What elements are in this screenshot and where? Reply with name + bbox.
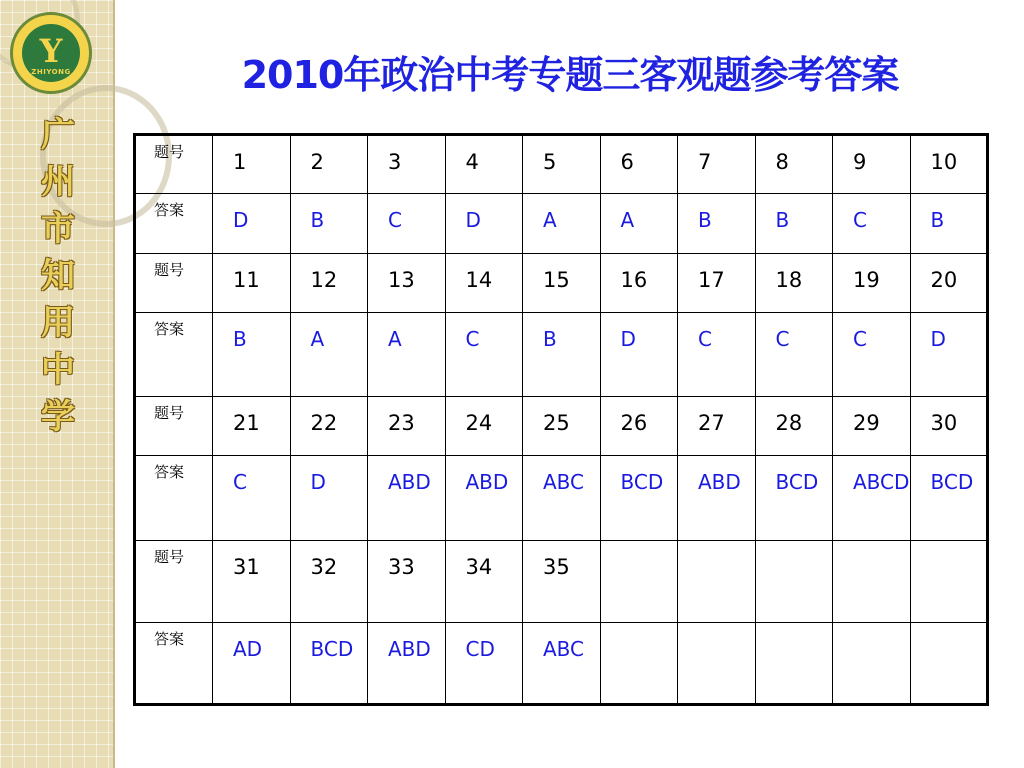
question-number-row (135, 135, 988, 194)
answer-table (133, 133, 989, 706)
question-number-cell: 19 (833, 253, 911, 312)
school-name-char: 中 (41, 350, 75, 390)
answer-cell: B (290, 194, 368, 253)
question-number-cell: 22 (290, 397, 368, 456)
question-number-cell: 7 (678, 135, 756, 194)
answer-cell: C (445, 312, 523, 396)
answer-cell: A (368, 312, 446, 396)
answer-cell: C (368, 194, 446, 253)
question-number-cell: 4 (445, 135, 523, 194)
answer-cell: CD (445, 622, 523, 704)
answer-cell (600, 622, 678, 704)
question-number-cell: 27 (678, 397, 756, 456)
answer-cell (910, 622, 988, 704)
question-number-cell: 17 (678, 253, 756, 312)
question-number-cell: 23 (368, 397, 446, 456)
question-number-cell: 35 (523, 540, 601, 622)
answer-cell: AD (213, 622, 291, 704)
question-number-cell: 26 (600, 397, 678, 456)
school-name-char: 市 (41, 209, 75, 249)
school-logo (10, 12, 92, 94)
question-number-cell: 8 (755, 135, 833, 194)
logo-emblem (22, 24, 80, 82)
question-number-cell: 12 (290, 253, 368, 312)
question-number-cell: 11 (213, 253, 291, 312)
question-number-cell: 5 (523, 135, 601, 194)
answer-label: 答案 (135, 622, 213, 704)
answer-cell: D (445, 194, 523, 253)
question-number-label: 题号 (135, 397, 213, 456)
question-number-cell: 24 (445, 397, 523, 456)
school-name-char: 用 (41, 303, 75, 343)
answer-cell: ABC (523, 456, 601, 540)
question-number-cell: 33 (368, 540, 446, 622)
question-number-cell: 14 (445, 253, 523, 312)
answer-label: 答案 (135, 194, 213, 253)
answer-row (135, 194, 988, 253)
question-number-cell: 21 (213, 397, 291, 456)
question-number-cell: 3 (368, 135, 446, 194)
question-number-label: 题号 (135, 135, 213, 194)
answer-cell: C (213, 456, 291, 540)
answer-cell (833, 622, 911, 704)
answer-label: 答案 (135, 456, 213, 540)
answer-cell: BCD (290, 622, 368, 704)
question-number-row (135, 253, 988, 312)
answer-cell: ABC (523, 622, 601, 704)
question-number-cell: 16 (600, 253, 678, 312)
answer-cell: D (290, 456, 368, 540)
answer-cell: ABD (368, 622, 446, 704)
answer-cell: BCD (600, 456, 678, 540)
question-number-cell: 32 (290, 540, 368, 622)
answer-cell: C (678, 312, 756, 396)
question-number-cell (600, 540, 678, 622)
logo-letter: Y (39, 32, 63, 70)
answer-cell (755, 622, 833, 704)
answer-cell: D (213, 194, 291, 253)
school-name (38, 112, 78, 441)
question-number-label: 题号 (135, 540, 213, 622)
answer-cell: B (523, 312, 601, 396)
answer-row (135, 456, 988, 540)
question-number-cell (833, 540, 911, 622)
answer-cell: ABD (678, 456, 756, 540)
answer-row (135, 622, 988, 704)
question-number-cell: 10 (910, 135, 988, 194)
question-number-cell: 25 (523, 397, 601, 456)
answer-cell: A (523, 194, 601, 253)
answer-cell: D (910, 312, 988, 396)
answer-cell: ABD (445, 456, 523, 540)
answer-cell: BCD (910, 456, 988, 540)
answer-cell: C (833, 194, 911, 253)
question-number-cell: 30 (910, 397, 988, 456)
question-number-cell (910, 540, 988, 622)
answer-cell: BCD (755, 456, 833, 540)
answer-cell: B (678, 194, 756, 253)
answer-cell: C (833, 312, 911, 396)
answer-cell: B (755, 194, 833, 253)
question-number-cell: 34 (445, 540, 523, 622)
answer-cell: ABCD (833, 456, 911, 540)
question-number-row (135, 540, 988, 622)
school-name-char: 州 (41, 162, 75, 202)
question-number-cell: 28 (755, 397, 833, 456)
answer-cell: ABD (368, 456, 446, 540)
answer-cell: B (910, 194, 988, 253)
question-number-cell: 13 (368, 253, 446, 312)
question-number-cell (755, 540, 833, 622)
school-name-char: 知 (41, 256, 75, 296)
question-number-cell: 2 (290, 135, 368, 194)
page-title: 2010年政治中考专题三客观题参考答案 (241, 53, 899, 97)
answer-row (135, 312, 988, 396)
question-number-cell: 20 (910, 253, 988, 312)
answer-cell: A (290, 312, 368, 396)
question-number-cell: 6 (600, 135, 678, 194)
answer-cell: D (600, 312, 678, 396)
question-number-cell: 31 (213, 540, 291, 622)
answer-cell (678, 622, 756, 704)
question-number-cell: 9 (833, 135, 911, 194)
question-number-cell: 1 (213, 135, 291, 194)
question-number-cell: 15 (523, 253, 601, 312)
question-number-cell: 29 (833, 397, 911, 456)
question-number-row (135, 397, 988, 456)
logo-brand-text: ZHIYONG (31, 68, 71, 76)
school-name-char: 学 (41, 397, 75, 437)
question-number-cell (678, 540, 756, 622)
answer-cell: A (600, 194, 678, 253)
answer-cell: B (213, 312, 291, 396)
answer-label: 答案 (135, 312, 213, 396)
school-name-char: 广 (41, 115, 75, 155)
question-number-label: 题号 (135, 253, 213, 312)
question-number-cell: 18 (755, 253, 833, 312)
answer-cell: C (755, 312, 833, 396)
